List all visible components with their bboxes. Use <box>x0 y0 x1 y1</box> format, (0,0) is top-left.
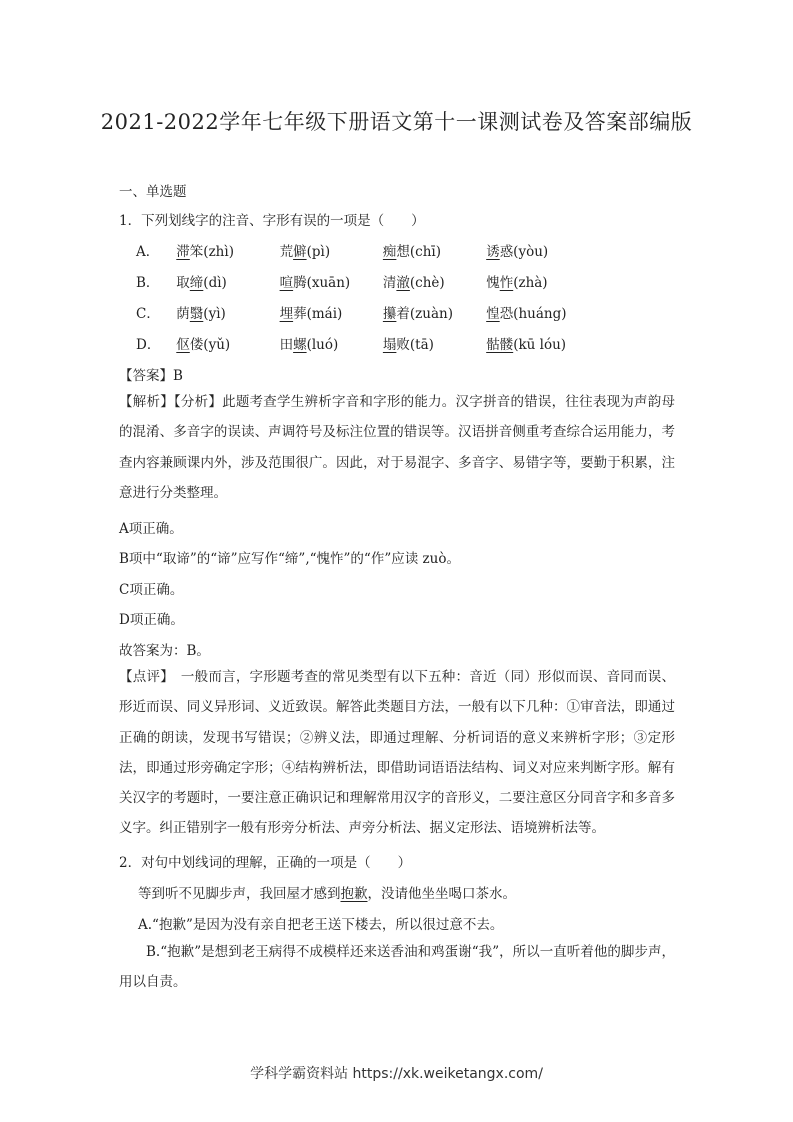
word-item: 痴想(chī) <box>382 244 441 260</box>
option-d-note: D项正确。 <box>119 612 184 628</box>
word-item: 荒僻(pì) <box>279 244 331 260</box>
conclusion-line: 故答案为：B。 <box>119 643 210 659</box>
option-label: A． <box>136 244 160 260</box>
word-item: 取缔(dì) <box>176 275 227 291</box>
section-heading: 一、单选题 <box>119 184 187 200</box>
word-item: 骷髅(kū lóu) <box>486 337 567 353</box>
option-a-note: A项正确。 <box>119 521 183 537</box>
word-item: 诱惑(yòu) <box>486 244 549 260</box>
question-2-stem: 2．对句中划线词的理解，正确的一项是（ ） <box>119 855 412 871</box>
word-item: 清澈(chè) <box>382 275 445 291</box>
option-label: D． <box>136 337 161 353</box>
option-row-b <box>136 271 548 291</box>
word-item: 田螺(luó) <box>279 337 339 353</box>
word-item: 愧怍(zhà) <box>486 275 548 291</box>
page-title: 2021-2022学年七年级下册语文第十一课测试卷及答案部编版 <box>100 110 693 134</box>
option-row-c <box>136 302 567 322</box>
option-b-note: B项中“取谛”的“谛”应写作“缔”,“愧怍”的“作”应读 zuò。 <box>119 551 460 567</box>
question-1-stem: 1．下列划线字的注音、字形有误的一项是（ ） <box>119 213 425 229</box>
question-2-option-b: B.“抱歉”是想到老王病得不成模样还来送香油和鸡蛋谢“我”，所以一直听着他的脚步声，用以自责。 <box>119 944 675 991</box>
word-item: 惶恐(huáng) <box>486 306 567 322</box>
footer-watermark: 学科学霸资料站 https://xk.weiketangx.com/ <box>250 1066 543 1082</box>
word-item: 塌败(tā) <box>382 337 434 353</box>
comment-paragraph: 【点评】 一般而言，字形题考查的常见类型有以下五种：音近（同）形似而误、音同而误、形近而误、同义异形词、义近致误。解答此类题目方法，一般有以下几种：①审音法，即通过正确的朗读，发现书写错误；②辨义法，即通过理解、分析词语的意义来辨析字形；③定形法，即通过形旁确定字形；④结构辨析法，即借助词语语法结构、词义对应来判断字形。解有关汉字的考题时，一要注意正确识记和理解常用汉字的音形义，二要注意区分同音字和多音多义字。纠正错别字一般有形旁分析法、声旁分析法、据义定形法、语境辨析法等。 <box>119 669 675 837</box>
question-2-sentence: 等到听不见脚步声，我回屋才感到抱歉，没请他坐坐喝口茶水。 <box>138 886 516 902</box>
analysis-paragraph: 【解析】【分析】此题考查学生辨析字音和字形的能力。汉字拼音的错误，往往表现为声韵母的混淆、多音字的误读、声调符号及标注位置的错误等。汉语拼音侧重考查综合运用能力，考查内容兼顾课内外，涉及范围很广。因此，对于易混字、多音字、易错字等，要勤于积累，注意进行分类整理。 <box>119 394 675 501</box>
word-item: 埋葬(mái) <box>279 306 343 322</box>
word-item: 喧腾(xuān) <box>279 275 351 291</box>
question-2-option-a: A.“抱歉”是因为没有亲自把老王送下楼去，所以很过意不去。 <box>138 917 504 933</box>
word-item: 伛偻(yǔ) <box>176 337 231 353</box>
option-row-a <box>136 240 548 260</box>
option-c-note: C项正确。 <box>119 582 184 598</box>
word-item: 荫翳(yì) <box>176 306 226 322</box>
option-row-d <box>136 333 566 353</box>
underlined-word: 抱歉 <box>340 886 368 902</box>
answer-line: 【答案】B <box>119 368 183 384</box>
word-item: 滞笨(zhì) <box>176 244 234 260</box>
option-label: C． <box>136 306 160 322</box>
word-item: 攥着(zuàn) <box>382 306 453 322</box>
option-label: B． <box>136 275 160 291</box>
